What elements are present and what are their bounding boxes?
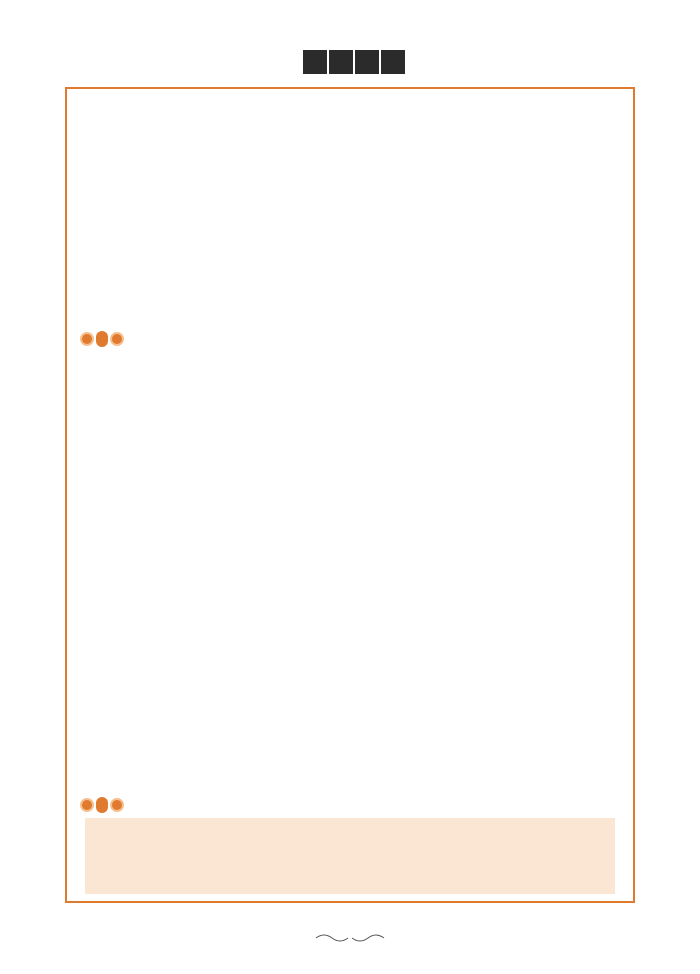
flower-icon <box>80 332 94 346</box>
section-title <box>303 50 405 74</box>
page-header <box>0 42 700 82</box>
read-section-tag <box>80 796 124 814</box>
read-section-label <box>96 797 108 813</box>
section-title-char <box>329 50 353 74</box>
section-title-char <box>303 50 327 74</box>
flower-icon <box>110 332 124 346</box>
reading-passage <box>85 818 615 894</box>
flower-icon <box>80 798 94 812</box>
write-section-tag <box>80 330 124 348</box>
section-title-char <box>355 50 379 74</box>
section-title-char <box>381 50 405 74</box>
flower-icon <box>110 798 124 812</box>
swirl-ornament-icon <box>314 932 386 944</box>
page-frame <box>65 87 635 903</box>
write-section-label <box>96 331 108 347</box>
